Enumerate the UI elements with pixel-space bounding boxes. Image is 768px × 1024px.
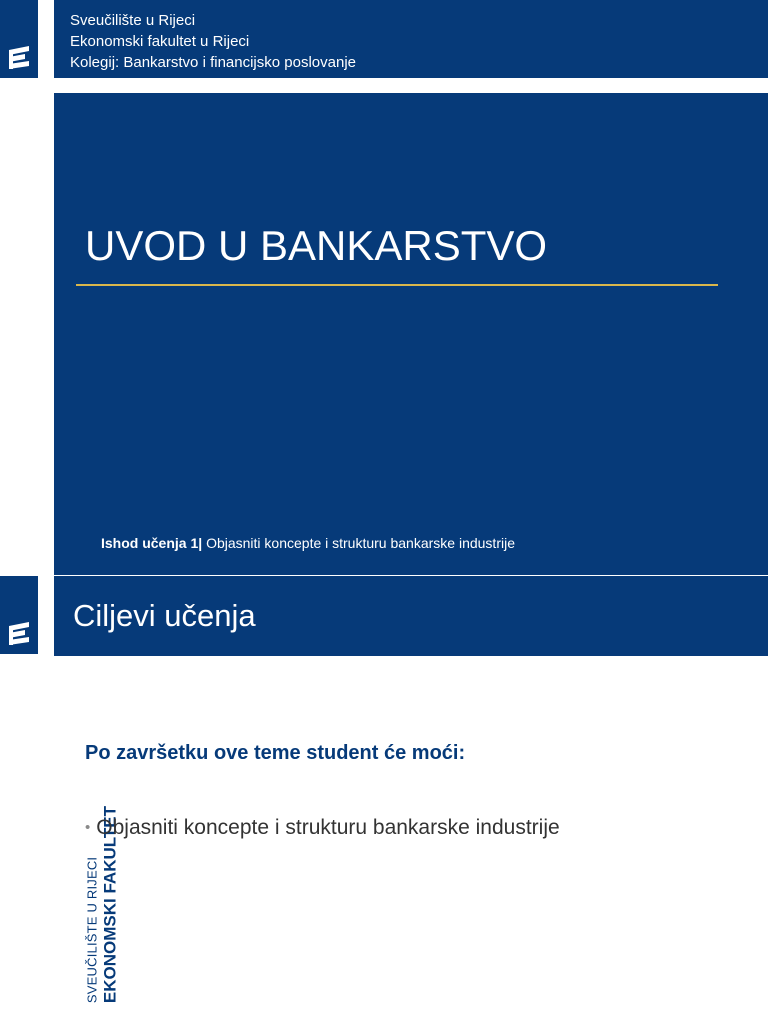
title-panel bbox=[54, 93, 768, 575]
logo-box bbox=[0, 576, 38, 654]
title-underline bbox=[76, 284, 718, 286]
university-vertical-label: SVEUČILIŠTE U RIJECI bbox=[84, 856, 100, 1004]
university-name: Sveučilište u Rijeci bbox=[70, 12, 196, 29]
side-brand-text bbox=[4, 668, 120, 1004]
list-item bbox=[85, 814, 560, 842]
faculty-logo-icon bbox=[5, 620, 33, 648]
list-item-text: Objasniti koncepte i strukturu bankarske industrije bbox=[96, 816, 560, 839]
slide-title: Ciljevi učenja bbox=[54, 576, 768, 656]
bullet-icon: • bbox=[85, 819, 91, 836]
learning-outcome-text: Objasniti koncepte i strukturu bankarske industrije bbox=[206, 535, 515, 551]
institution-header bbox=[54, 0, 768, 78]
faculty-logo-icon bbox=[5, 44, 33, 72]
learning-outcome bbox=[101, 533, 515, 553]
logo-box bbox=[0, 0, 38, 78]
course-name: Kolegij: Bankarstvo i financijsko poslovanje bbox=[70, 54, 356, 71]
objectives-slide bbox=[0, 576, 768, 1024]
faculty-vertical-label: EKONOMSKI FAKULTET bbox=[100, 806, 120, 1004]
slide-title: UVOD U BANKARSTVO bbox=[85, 222, 548, 269]
faculty-name: Ekonomski fakultet u Rijeci bbox=[70, 33, 250, 50]
learning-outcome-label: Ishod učenja 1| bbox=[101, 535, 203, 551]
objectives-subheading: Po završetku ove teme student će moći: bbox=[85, 742, 466, 764]
side-brand-text bbox=[4, 92, 40, 332]
